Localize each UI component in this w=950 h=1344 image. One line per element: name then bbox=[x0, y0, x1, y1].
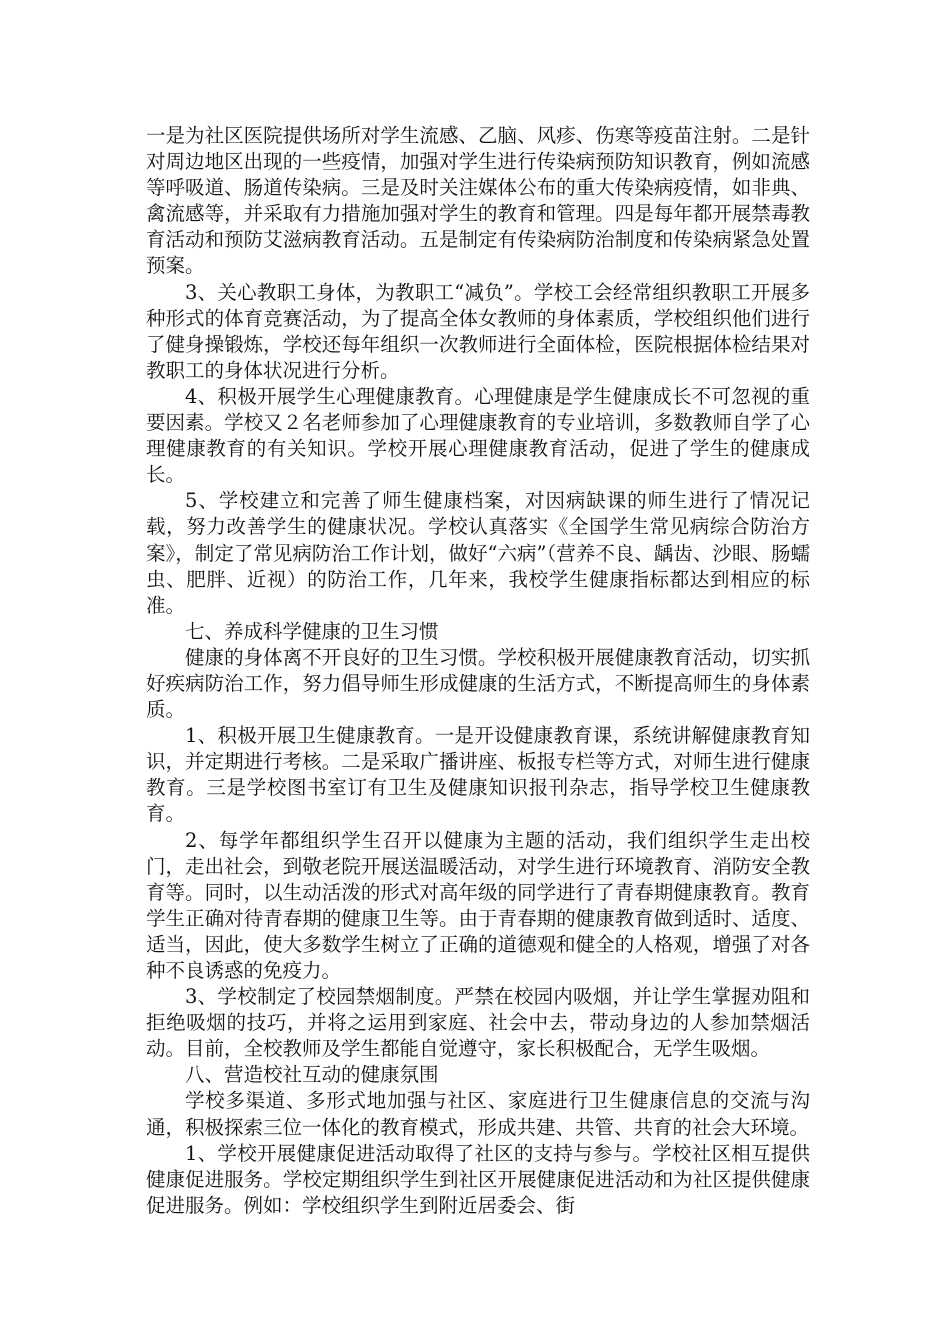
document-page bbox=[146, 123, 810, 1219]
paragraph-staff-health: 3、关心教职工身体，为教职工“减负”。学校工会经常组织教职工开展多种形式的体育竞赛活动，为了提高全体女教师的身体素质，学校组织他们进行了健身操锻炼，学校还每年组织一次教师进行全面体检，医院根据体检结果对教职工的身体状况进行分析。 bbox=[146, 280, 810, 382]
paragraph-community-support: 1、学校开展健康促进活动取得了社区的支持与参与。学校社区相互提供健康促进服务。学校定期组织学生到社区开展健康促进活动和为社区提供健康促进服务。例如：学校组织学生到附近居委会、街 bbox=[146, 1141, 810, 1217]
section-heading-hygiene-habits: 七、养成科学健康的卫生习惯 bbox=[185, 619, 439, 643]
paragraph-mental-health: 4、积极开展学生心理健康教育。心理健康是学生健康成长不可忽视的重要因素。学校又２名老师参加了心理健康教育的专业培训，多数教师自学了心理健康教育的有关知识。学校开展心理健康教育活动，促进了学生的健康成长。 bbox=[146, 384, 810, 487]
paragraph-community-intro: 学校多渠道、多形式地加强与社区、家庭进行卫生健康信息的交流与沟通，积极探索三位一体化的教育模式，形成共建、共管、共育的社会大环境。 bbox=[146, 1089, 810, 1139]
paragraph-health-records: 5、学校建立和完善了师生健康档案，对因病缺课的师生进行了情况记载，努力改善学生的健康状况。学校认真落实《全国学生常见病综合防治方案》，制定了常见病防治工作计划，做好“六病”（营养不良、龋齿、沙眼、肠蠕虫、肥胖、近视）的防治工作，几年来，我校学生健康指标都达到相应的标准。 bbox=[146, 489, 810, 617]
paragraph-hygiene-intro: 健康的身体离不开良好的卫生习惯。学校积极开展健康教育活动，切实抓好疾病防治工作，努力倡导师生形成健康的生活方式，不断提高师生的身体素质。 bbox=[146, 645, 810, 722]
section-heading-community-interaction: 八、营造校社互动的健康氛围 bbox=[185, 1063, 439, 1087]
paragraph-vaccination-measures: 一是为社区医院提供场所对学生流感、乙脑、风疹、伤寒等疫苗注射。二是针对周边地区出现的一些疫情，加强对学生进行传染病预防知识教育，例如流感等呼吸道、肠道传染病。三是及时关注媒体公布的重大传染病疫情，如非典、禽流感等，并采取有力措施加强对学生的教育和管理。四是每年都开展禁毒教育活动和预防艾滋病教育活动。五是制定有传染病防治制度和传染病紧急处置预案。 bbox=[146, 124, 810, 278]
paragraph-smoking-ban: 3、学校制定了校园禁烟制度。严禁在校园内吸烟，并让学生掌握劝阻和拒绝吸烟的技巧，并将之运用到家庭、社会中去，带动身边的人参加禁烟活动。目前，全校教师及学生都能自觉遵守，家长积极配合，无学生吸烟。 bbox=[146, 985, 810, 1061]
paragraph-health-education: 1、积极开展卫生健康教育。一是开设健康教育课，系统讲解健康教育知识，并定期进行考核。二是采取广播讲座、板报专栏等方式，对师生进行健康教育。三是学校图书室订有卫生及健康知识报刊杂志，指导学校卫生健康教育。 bbox=[146, 724, 810, 826]
paragraph-themed-activities: 2、每学年都组织学生召开以健康为主题的活动，我们组织学生走出校门，走出社会，到敬老院开展送温暖活动，对学生进行环境教育、消防安全教育等。同时，以生动活泼的形式对高年级的同学进行了青春期健康教育。教育学生正确对待青春期的健康卫生等。由于青春期的健康教育做到适时、适度、适当，因此，使大多数学生树立了正确的道德观和健全的人格观，增强了对各种不良诱惑的免疫力。 bbox=[146, 828, 810, 982]
